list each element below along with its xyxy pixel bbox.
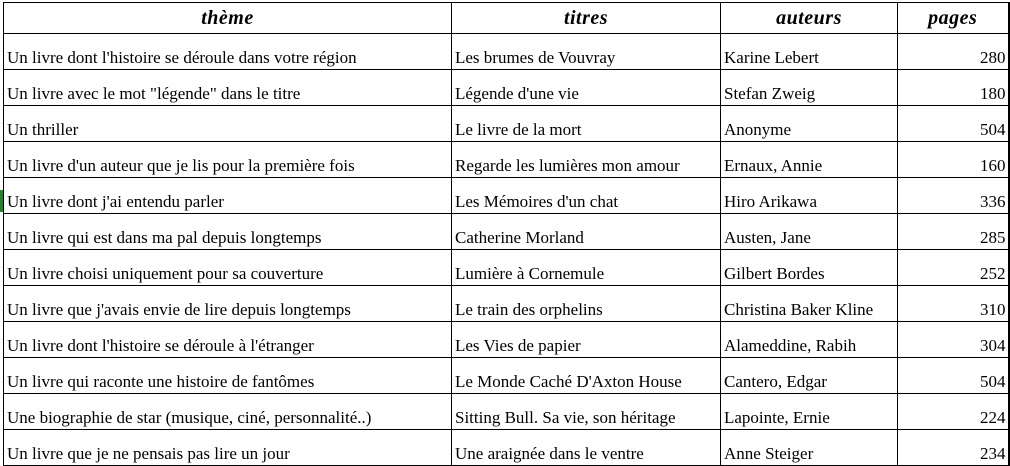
cell-titre[interactable]: Le livre de la mort [452,106,721,142]
cell-theme[interactable]: Un livre dont l'histoire se déroule dans votre région [4,34,452,70]
table-row [4,394,1009,430]
header-titres[interactable]: titres [452,3,721,34]
cell-pages[interactable]: 504 [898,358,1009,394]
cell-auteur[interactable]: Ernaux, Annie [721,142,898,178]
cell-auteur[interactable]: Christina Baker Kline [721,286,898,322]
cell-pages[interactable]: 310 [898,286,1009,322]
header-pages[interactable]: pages [898,3,1009,34]
cell-auteur[interactable]: Anonyme [721,106,898,142]
cell-titre[interactable]: Le train des orphelins [452,286,721,322]
cell-theme[interactable]: Un livre qui raconte une histoire de fantômes [4,358,452,394]
cell-theme[interactable]: Un livre que je ne pensais pas lire un jour [4,430,452,466]
header-row [4,3,1009,34]
cell-pages[interactable]: 285 [898,214,1009,250]
cell-auteur[interactable]: Hiro Arikawa [721,178,898,214]
cell-auteur[interactable]: Stefan Zweig [721,70,898,106]
cell-titre[interactable]: Regarde les lumières mon amour [452,142,721,178]
cell-titre[interactable]: Sitting Bull. Sa vie, son héritage [452,394,721,430]
cell-pages[interactable]: 304 [898,322,1009,358]
cell-theme[interactable]: Un livre que j'avais envie de lire depuis longtemps [4,286,452,322]
table-row [4,322,1009,358]
header-theme[interactable]: thème [4,3,452,34]
cell-pages[interactable]: 336 [898,178,1009,214]
cell-pages[interactable]: 280 [898,34,1009,70]
cell-theme[interactable]: Un livre choisi uniquement pour sa couverture [4,250,452,286]
cell-pages[interactable]: 504 [898,106,1009,142]
cell-theme[interactable]: Un livre dont l'histoire se déroule à l'étranger [4,322,452,358]
table-row [4,358,1009,394]
cell-auteur[interactable]: Cantero, Edgar [721,358,898,394]
cell-theme[interactable]: Un livre avec le mot "légende" dans le titre [4,70,452,106]
table-row [4,142,1009,178]
header-auteurs[interactable]: auteurs [721,3,898,34]
cell-titre[interactable]: Légende d'une vie [452,70,721,106]
cell-pages[interactable]: 180 [898,70,1009,106]
cell-titre[interactable]: Lumière à Cornemule [452,250,721,286]
table-row [4,34,1009,70]
table-row [4,250,1009,286]
cell-titre[interactable]: Les brumes de Vouvray [452,34,721,70]
table-row [4,178,1009,214]
cell-theme[interactable]: Un livre dont j'ai entendu parler [4,178,452,214]
cell-auteur[interactable]: Gilbert Bordes [721,250,898,286]
cell-titre[interactable]: Les Mémoires d'un chat [452,178,721,214]
cell-auteur[interactable]: Anne Steiger [721,430,898,466]
cell-auteur[interactable]: Lapointe, Ernie [721,394,898,430]
table-row [4,430,1009,466]
cell-titre[interactable]: Le Monde Caché D'Axton House [452,358,721,394]
cell-titre[interactable]: Catherine Morland [452,214,721,250]
cell-pages[interactable]: 224 [898,394,1009,430]
table-row [4,106,1009,142]
cell-pages[interactable]: 234 [898,430,1009,466]
cell-theme[interactable]: Un thriller [4,106,452,142]
cell-auteur[interactable]: Austen, Jane [721,214,898,250]
cell-titre[interactable]: Les Vies de papier [452,322,721,358]
reading-challenge-table [3,2,1010,466]
table-row [4,286,1009,322]
cell-theme[interactable]: Un livre d'un auteur que je lis pour la première fois [4,142,452,178]
cell-titre[interactable]: Une araignée dans le ventre [452,430,721,466]
cell-auteur[interactable]: Karine Lebert [721,34,898,70]
cell-theme[interactable]: Une biographie de star (musique, ciné, personnalité..) [4,394,452,430]
table-row [4,70,1009,106]
cell-auteur[interactable]: Alameddine, Rabih [721,322,898,358]
table-row [4,214,1009,250]
cell-theme[interactable]: Un livre qui est dans ma pal depuis longtemps [4,214,452,250]
cell-pages[interactable]: 160 [898,142,1009,178]
cell-pages[interactable]: 252 [898,250,1009,286]
